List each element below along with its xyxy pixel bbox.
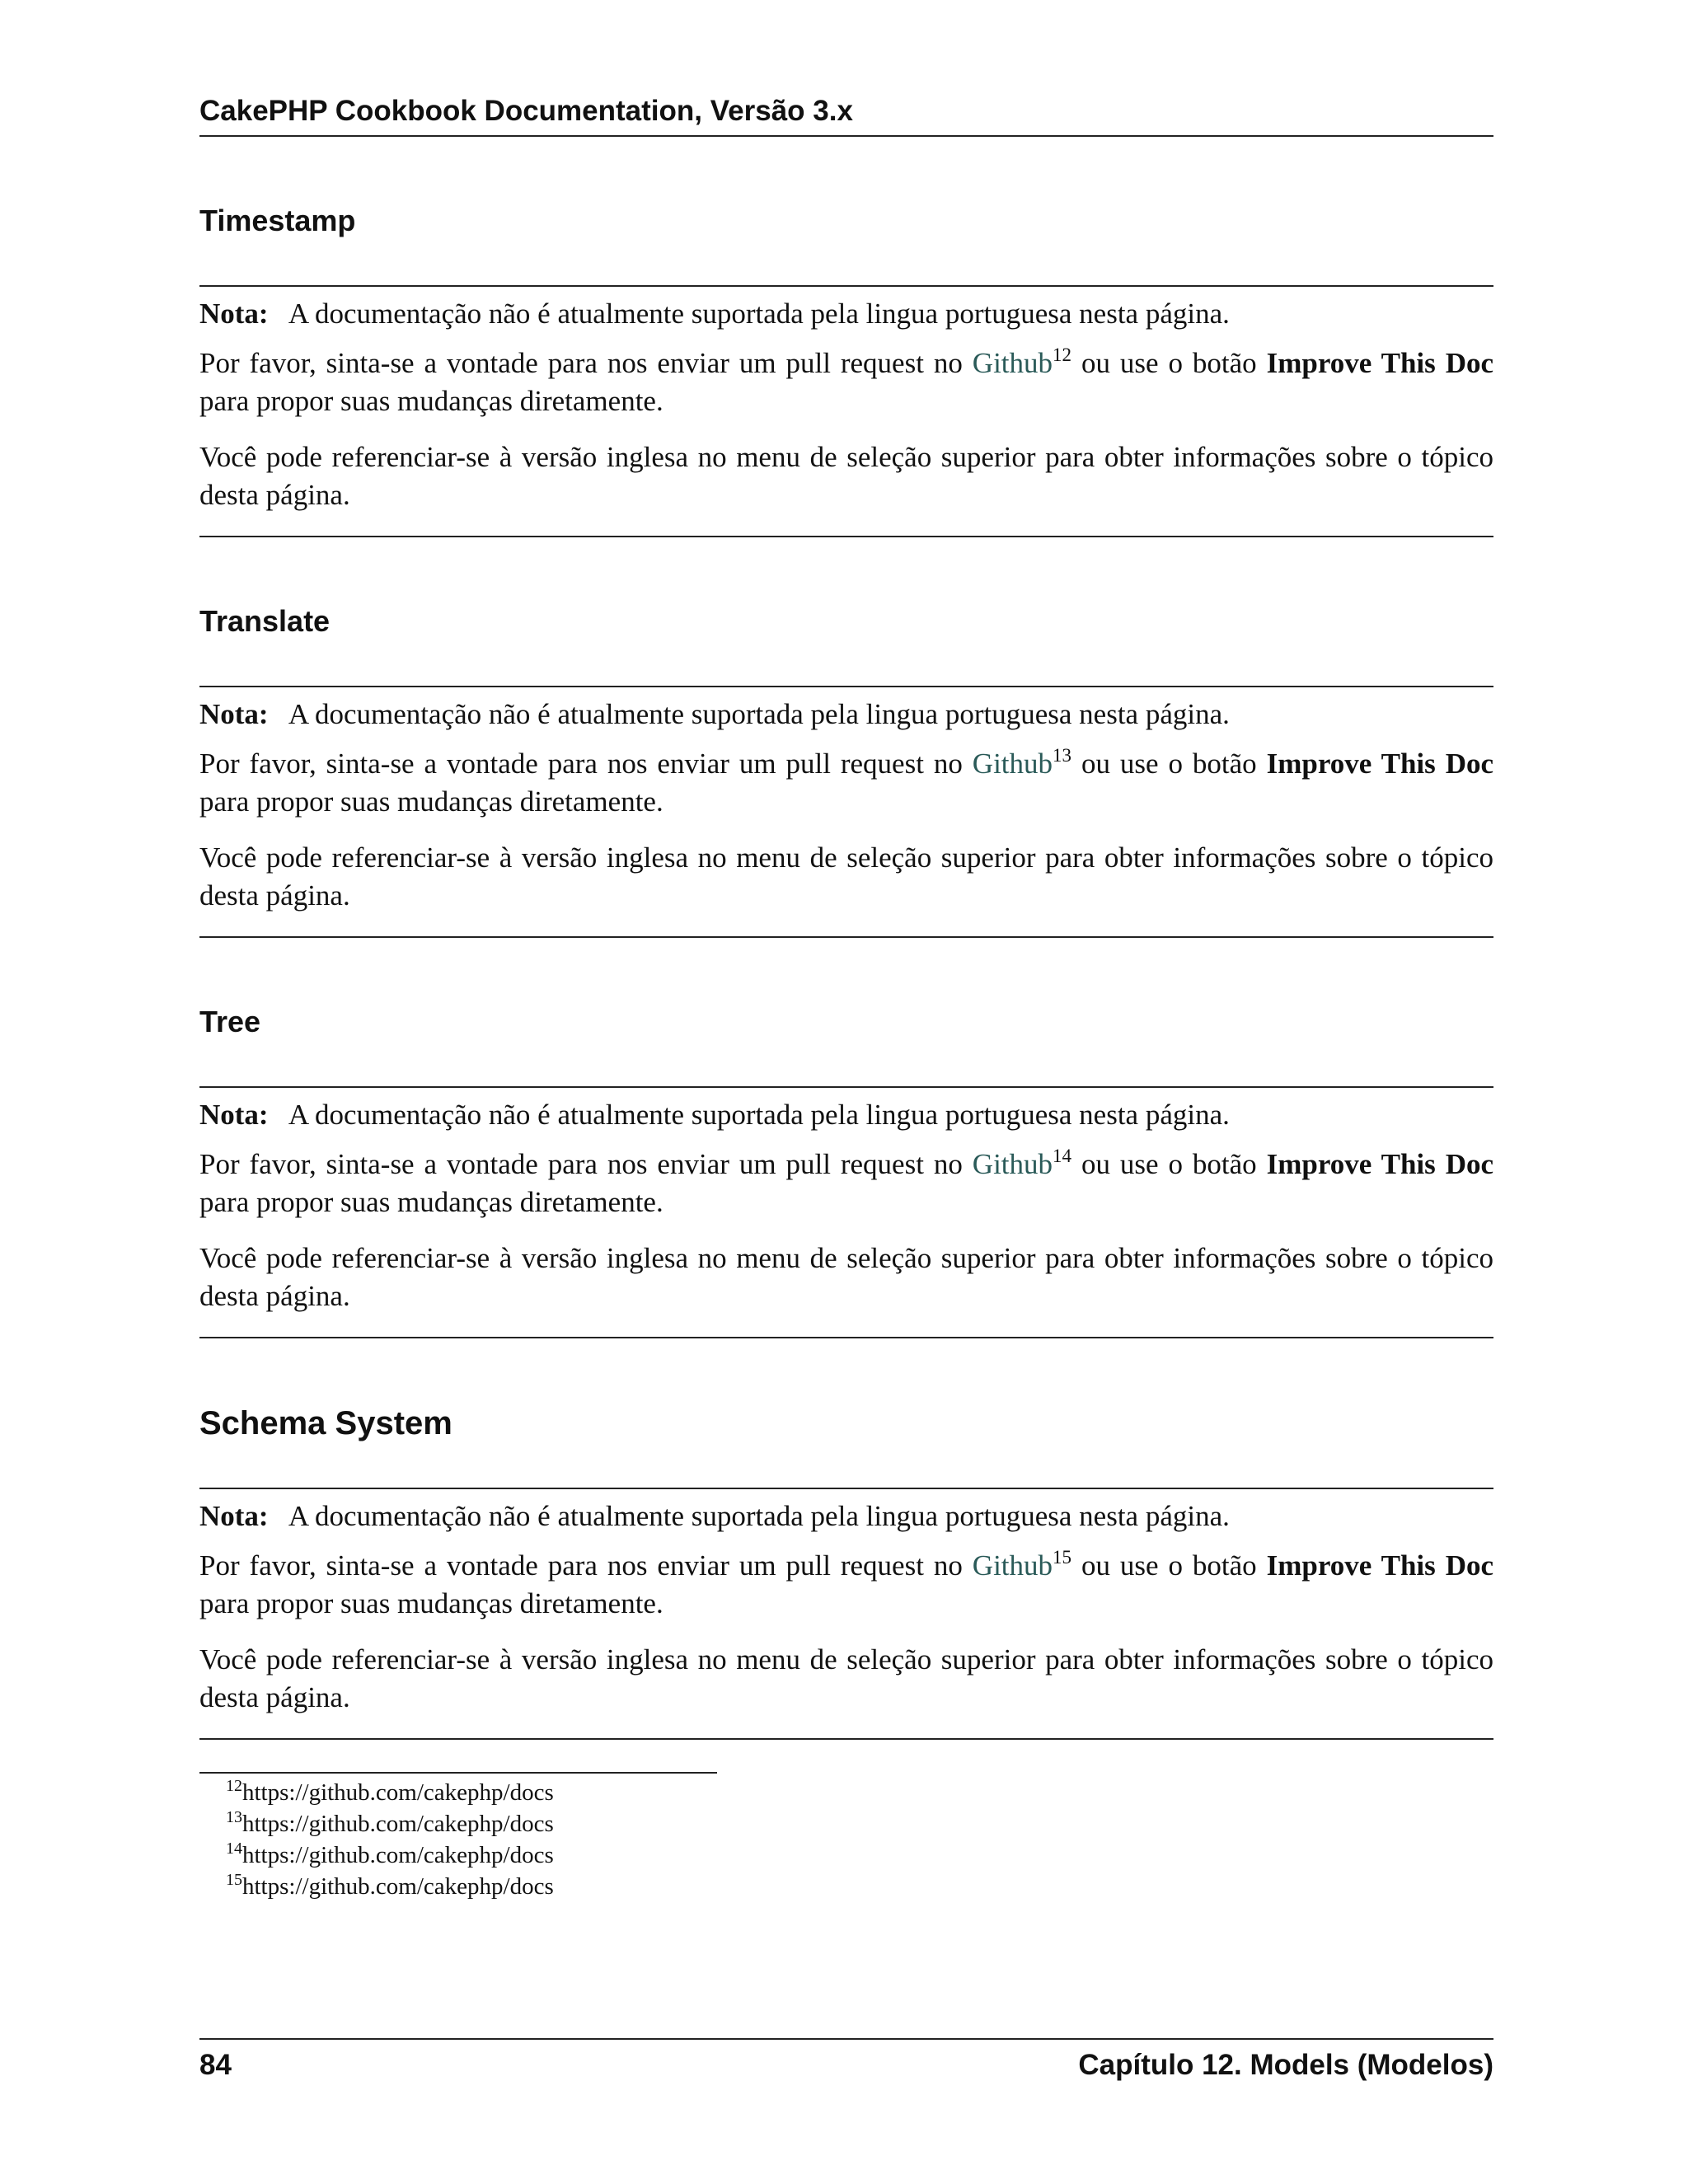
section-timestamp — [199, 200, 1494, 511]
footnote-ref[interactable]: 12 — [1053, 344, 1072, 365]
note-line-1: Nota: A documentação não é atualmente suportada pela lingua portuguesa nesta página. — [199, 1500, 1230, 1532]
note-line-1: Nota: A documentação não é atualmente suportada pela lingua portuguesa nesta página. — [199, 298, 1230, 330]
github-link[interactable]: Github — [972, 1148, 1053, 1180]
footnote-url[interactable]: https://github.com/cakephp/docs — [242, 1842, 554, 1868]
header-title: CakePHP Cookbook Documentation, Versão 3.x — [199, 95, 853, 127]
note-box — [199, 1086, 1493, 1338]
chapter-title: Capítulo 12. Models (Modelos) — [1078, 2049, 1493, 2081]
footnote-url[interactable]: https://github.com/cakephp/docs — [242, 1873, 554, 1900]
note-line-3: Você pode referenciar-se à versão inglesa no menu de seleção superior para obter informações sobre o tópico desta página. — [199, 1643, 1493, 1713]
note-label: Nota: — [199, 698, 269, 730]
section-heading: Translate — [199, 604, 331, 638]
page-number: 84 — [199, 2049, 232, 2081]
footnote-item: $^{13}$https://github.com/cakephp/docs — [226, 1808, 554, 1837]
footnote-item: $^{14}$https://github.com/cakephp/docs — [226, 1840, 554, 1868]
section-schema-system — [199, 1403, 1494, 1713]
note-line-3: Você pode referenciar-se à versão inglesa no menu de seleção superior para obter informações sobre o tópico desta página. — [199, 1242, 1493, 1312]
github-link[interactable]: Github — [972, 347, 1053, 379]
note-line-2: Por favor, sinta-se a vontade para nos enviar um pull request no Github$^{14}$ ou use o botão Improve This Doc para propor suas mudanças diretamente. — [199, 1146, 1494, 1218]
note-line-3: Você pode referenciar-se à versão inglesa no menu de seleção superior para obter informações sobre o tópico desta página. — [199, 841, 1493, 912]
footnote-url[interactable]: https://github.com/cakephp/docs — [242, 1779, 554, 1806]
note-line-3: Você pode referenciar-se à versão inglesa no menu de seleção superior para obter informações sobre o tópico desta página. — [199, 441, 1493, 511]
improve-doc-name: Improve This Doc — [1266, 748, 1494, 780]
note-line-2: Por favor, sinta-se a vontade para nos enviar um pull request no Github$^{13}$ ou use o botão Improve This Doc para propor suas mudanças diretamente. — [199, 745, 1494, 818]
note-box — [199, 285, 1493, 537]
note-label: Nota: — [199, 298, 269, 330]
section-heading: Tree — [199, 1005, 261, 1038]
running-header — [199, 91, 1493, 137]
footnote-ref[interactable]: 14 — [1053, 1146, 1072, 1166]
footnote-item: $^{15}$https://github.com/cakephp/docs — [226, 1871, 554, 1900]
footnote-ref[interactable]: 15 — [1053, 1547, 1072, 1568]
section-heading: Timestamp — [199, 204, 356, 237]
section-heading: Schema System — [199, 1405, 452, 1441]
section-translate — [199, 601, 1494, 912]
note-box — [199, 1488, 1493, 1740]
note-label: Nota: — [199, 1099, 269, 1131]
footnotes-list — [226, 1777, 554, 1902]
note-line-1: Nota: A documentação não é atualmente suportada pela lingua portuguesa nesta página. — [199, 698, 1230, 730]
note-line-2: Por favor, sinta-se a vontade para nos enviar um pull request no Github$^{12}$ ou use o botão Improve This Doc para propor suas mudanças diretamente. — [199, 344, 1494, 417]
improve-doc-name: Improve This Doc — [1266, 1148, 1494, 1180]
github-link[interactable]: Github — [972, 748, 1053, 780]
improve-doc-name: Improve This Doc — [1266, 1549, 1494, 1582]
note-label: Nota: — [199, 1500, 269, 1532]
footnote-url[interactable]: https://github.com/cakephp/docs — [242, 1811, 554, 1837]
section-tree — [199, 1001, 1494, 1312]
footnote-item: $^{12}$https://github.com/cakephp/docs — [226, 1777, 554, 1806]
footnote-ref[interactable]: 13 — [1053, 745, 1072, 766]
document-page — [199, 0, 1493, 2184]
footnote-divider — [199, 1772, 717, 1774]
running-footer — [199, 2038, 1493, 2088]
note-box — [199, 686, 1493, 938]
note-line-1: Nota: A documentação não é atualmente suportada pela lingua portuguesa nesta página. — [199, 1099, 1230, 1131]
github-link[interactable]: Github — [972, 1549, 1053, 1582]
note-line-2: Por favor, sinta-se a vontade para nos enviar um pull request no Github$^{15}$ ou use o botão Improve This Doc para propor suas mudanças diretamente. — [199, 1547, 1494, 1619]
improve-doc-name: Improve This Doc — [1266, 347, 1494, 379]
